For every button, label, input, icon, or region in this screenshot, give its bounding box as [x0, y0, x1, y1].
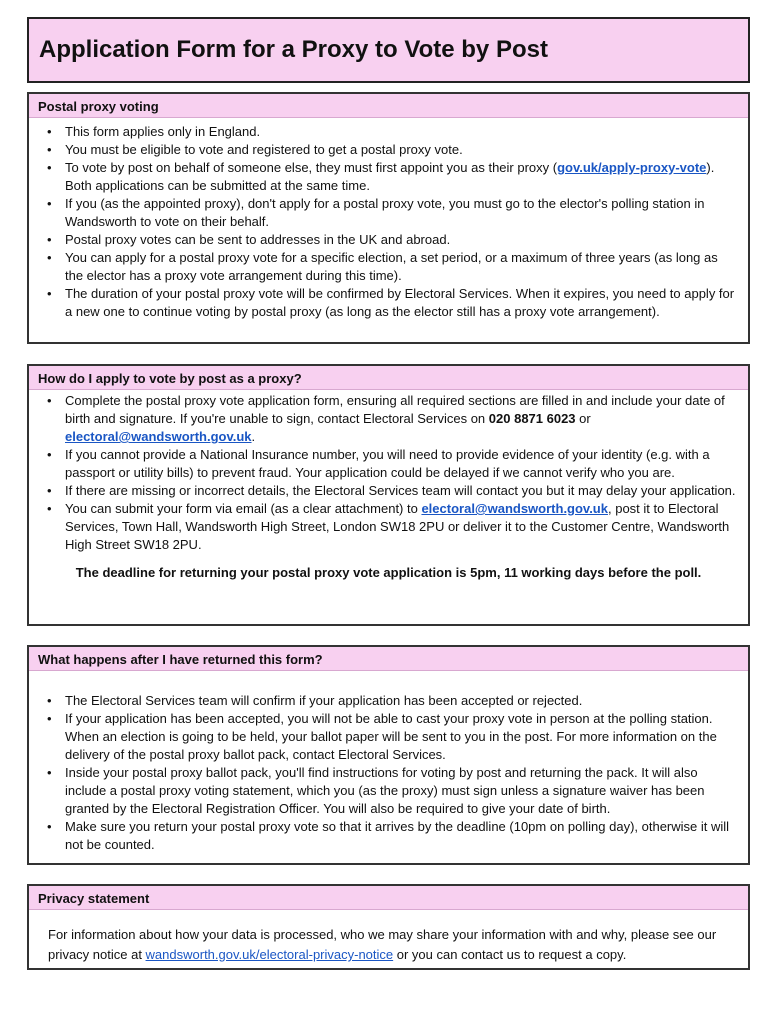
privacy-text [29, 910, 748, 965]
list-item-text: , post it to Electoral Services, Town Hall, Wandsworth High Street, London SW18 2PU or deliver it to the Customer Centre, Wandsworth High Street SW18 2PU. [65, 501, 730, 552]
electoral-email-link[interactable]: electoral@wandsworth.gov.uk [421, 501, 608, 516]
list-item: • Make sure you return your postal proxy vote so that it arrives by the deadline (10pm on polling day), otherwise it will not be counted. [29, 818, 748, 854]
list-item: • If you (as the appointed proxy), don't apply for a postal proxy vote, you must go to the elector's polling station in Wandsworth to vote on their behalf. [29, 195, 748, 231]
list-item: • The Electoral Services team will confirm if your application has been accepted or rejected. [29, 692, 748, 710]
list-item [29, 159, 748, 195]
list-item: • You can apply for a postal proxy vote for a specific election, a set period, or a maximum of three years (as long as the elector has a proxy vote arrangement during this time). [29, 249, 748, 285]
section-how-to-apply [27, 364, 750, 626]
section-heading: Privacy statement [29, 886, 748, 910]
list-item: • If your application has been accepted, you will not be able to cast your proxy vote in person at the polling station. When an election is going to be held, your ballot paper will be sent to you in the post. For more information on the delivery of the postal proxy ballot pack, contact Electoral Services. [29, 710, 748, 764]
bullet-list [29, 118, 748, 321]
list-item-text: You can submit your form via email (as a clear attachment) to [65, 501, 422, 516]
list-item: • You must be eligible to vote and registered to get a postal proxy vote. [29, 141, 748, 159]
title-box [27, 17, 750, 83]
list-item [29, 392, 748, 446]
section-after-return [27, 645, 750, 865]
list-item-text: To vote by post on behalf of someone else, they must first appoint you as their proxy ( [65, 160, 558, 175]
apply-proxy-vote-link[interactable]: gov.uk/apply-proxy-vote [557, 160, 707, 175]
list-item [29, 500, 748, 554]
privacy-notice-link[interactable]: wandsworth.gov.uk/electoral-privacy-notice [145, 947, 394, 962]
electoral-email-link[interactable]: electoral@wandsworth.gov.uk [65, 429, 252, 444]
list-item: • Inside your postal proxy ballot pack, you'll find instructions for voting by post and returning the pack. It will also include a postal proxy voting statement, which you (as the proxy) must sign unless a signature waiver has been granted by the Electoral Registration Officer. You will also be required to give your date of birth. [29, 764, 748, 818]
section-heading: How do I apply to vote by post as a proxy? [29, 366, 748, 390]
section-privacy-statement [27, 884, 750, 970]
section-heading: What happens after I have returned this form? [29, 647, 748, 671]
privacy-text-part: For information about how your data is processed, who we may share your information with and why, please see our privacy notice at [48, 927, 717, 962]
bullet-list [29, 390, 748, 554]
list-item: • If you cannot provide a National Insurance number, you will need to provide evidence of your identity (e.g. with a passport or utility bills) to prevent fraud. Your application could be delayed if we cannot verify who you are. [29, 446, 748, 482]
page-title: Application Form for a Proxy to Vote by Post [39, 36, 548, 63]
deadline-notice: The deadline for returning your postal proxy vote application is 5pm, 11 working days before the poll. [75, 565, 702, 580]
list-item-text: ). Both applications can be submitted at the same time. [65, 160, 715, 193]
bullet-list [29, 671, 748, 854]
list-item: • Postal proxy votes can be sent to addresses in the UK and abroad. [29, 231, 748, 249]
list-item-text: or [575, 411, 591, 426]
list-item-text: Complete the postal proxy vote application form, ensuring all required sections are filled in and include your date of birth and signature. If you're unable to sign, contact Electoral Services on [65, 393, 725, 426]
phone-number: 020 8871 6023 [488, 411, 576, 426]
section-postal-proxy-voting [27, 92, 750, 344]
privacy-text-part: or you can contact us to request a copy. [393, 947, 627, 962]
list-item: • The duration of your postal proxy vote will be confirmed by Electoral Services. When it expires, you need to apply for a new one to continue voting by postal proxy (as long as the elector still has a proxy vote arrangement). [29, 285, 748, 321]
section-heading: Postal proxy voting [29, 94, 748, 118]
list-item-text: . [251, 429, 256, 444]
list-item: • This form applies only in England. [29, 123, 748, 141]
list-item: • If there are missing or incorrect details, the Electoral Services team will contact you but it may delay your application. [29, 482, 748, 500]
